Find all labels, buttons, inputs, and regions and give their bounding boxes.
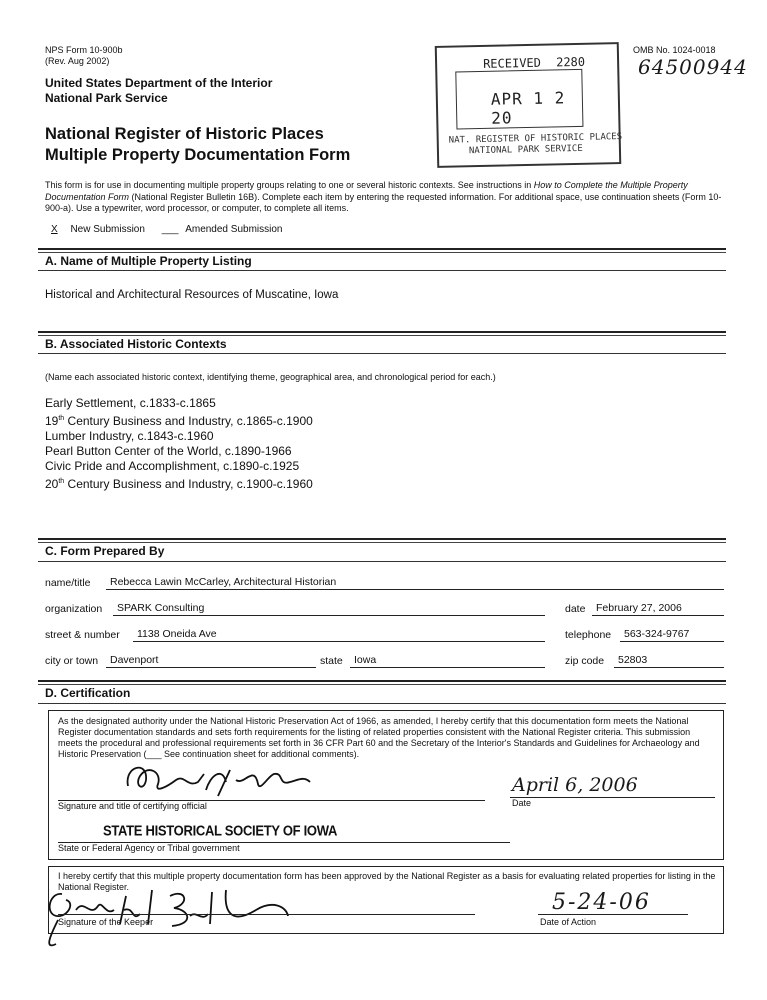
street-number-field[interactable]: 1138 Oneida Ave — [133, 628, 545, 642]
certification-date-label: Date — [512, 798, 532, 808]
new-submission-label: New Submission — [70, 224, 145, 235]
historic-contexts-list — [45, 396, 313, 492]
received-stamp — [435, 42, 622, 168]
omb-number: OMB No. 1024-0018 — [633, 45, 716, 55]
action-date-label: Date of Action — [540, 917, 597, 927]
stamp-received-number: 2280 — [555, 54, 586, 70]
state-field[interactable]: Iowa — [350, 654, 545, 668]
service-name: National Park Service — [45, 91, 168, 105]
section-c-top-rule — [38, 538, 726, 543]
section-b-bottom-rule — [38, 353, 726, 354]
city-label: city or town — [45, 655, 99, 667]
date-label: date — [565, 603, 586, 615]
zip-code-label: zip code — [565, 655, 605, 667]
section-c-bottom-rule — [38, 561, 726, 562]
section-b-heading: B. Associated Historic Contexts — [45, 337, 227, 351]
section-d-top-rule — [38, 680, 726, 685]
historic-context-item: 19th Century Business and Industry, c.1865-c.1900 — [45, 414, 313, 428]
street-number-label: street & number — [45, 629, 120, 641]
stamp-date: APR 1 2 20 — [490, 88, 566, 128]
amended-submission-label: Amended Submission — [185, 224, 283, 235]
historic-context-item: 20th Century Business and Industry, c.1900-c.1960 — [45, 477, 313, 491]
keeper-statement: I hereby certify that this multiple property documentation form has been approved by the National Register as a basis for evaluating related properties for listing in the National Register. — [58, 871, 716, 892]
stamp-received-label: RECEIVED — [482, 55, 542, 71]
new-submission-mark[interactable]: X — [51, 224, 58, 235]
certification-date-handwritten: April 6, 2006 — [512, 774, 638, 796]
amended-submission-mark[interactable]: ___ — [161, 224, 179, 235]
department-name: United States Department of the Interior — [45, 76, 273, 90]
stamp-register-line1: NAT. REGISTER OF HISTORIC PLACES — [448, 132, 623, 146]
date-field[interactable]: February 27, 2006 — [592, 602, 724, 616]
historic-context-item: Civic Pride and Accomplishment, c.1890-c.1925 — [45, 459, 300, 473]
section-c-heading: C. Form Prepared By — [45, 544, 165, 558]
organization-label: organization — [45, 603, 103, 615]
form-revision: (Rev. Aug 2002) — [45, 56, 110, 66]
stamp-date-box — [455, 69, 583, 130]
form-instructions: This form is for use in documenting multiple property groups relating to one or several historic contexts. See instructions in How to Complete the Multiple Property Documentation Form (National Register Bulletin 16B). Complete each item by entering the requested information. For additional space, use continuation sheets (Form 10-900-a). Use a typewriter, word processor, or computer, to complete all items. — [45, 180, 722, 213]
historic-context-item: Early Settlement, c.1833-c.1865 — [45, 396, 216, 410]
agency-name: STATE HISTORICAL SOCIETY OF IOWA — [103, 821, 338, 840]
section-b-top-rule — [38, 331, 726, 336]
city-field[interactable]: Davenport — [106, 654, 316, 668]
form-number: NPS Form 10-900b — [45, 45, 123, 55]
certifying-official-signature — [118, 756, 318, 804]
keeper-signature-label: Signature of the Keeper — [58, 917, 154, 927]
zip-code-field[interactable]: 52803 — [614, 654, 724, 668]
historic-context-item: Lumber Industry, c.1843-c.1960 — [45, 429, 214, 443]
action-date-handwritten: 5-24-06 — [552, 890, 651, 915]
organization-field[interactable]: SPARK Consulting — [113, 602, 545, 616]
section-a-top-rule — [38, 248, 726, 253]
section-a-bottom-rule — [38, 270, 726, 271]
keeper-signature-line — [58, 914, 475, 915]
section-b-instruction: (Name each associated historic context, identifying theme, geographical area, and chronological period for each.) — [45, 372, 496, 382]
signature-label: Signature and title of certifying official — [58, 801, 207, 811]
name-title-field[interactable]: Rebecca Lawin McCarley, Architectural Historian — [106, 576, 724, 590]
telephone-label: telephone — [565, 629, 612, 641]
telephone-field[interactable]: 563-324-9767 — [620, 628, 724, 642]
action-date-line — [538, 914, 688, 915]
section-a-heading: A. Name of Multiple Property Listing — [45, 254, 252, 268]
section-d-bottom-rule — [38, 703, 726, 704]
section-d-heading: D. Certification — [45, 686, 131, 700]
instructions-italic-title: How to Complete the Multiple Property Documentation Form — [45, 180, 688, 202]
submission-type — [45, 224, 282, 235]
name-title-label: name/title — [45, 577, 91, 589]
state-label: state — [320, 655, 343, 667]
handwritten-reference-number: 64500944 — [638, 55, 748, 79]
date-line — [510, 797, 715, 798]
form-title-line2: Multiple Property Documentation Form — [45, 146, 351, 164]
multiple-property-name: Historical and Architectural Resources of Muscatine, Iowa — [45, 289, 339, 301]
historic-context-item: Pearl Button Center of the World, c.1890-1966 — [45, 444, 292, 458]
agency-label: State or Federal Agency or Tribal government — [58, 843, 240, 853]
form-title-line1: National Register of Historic Places — [45, 125, 324, 143]
certification-statement: As the designated authority under the National Historic Preservation Act of 1966, as amended, I hereby certify that this documentation form meets the National Register documentation standards and sets forth requirements for the listing of related properties consistent with the National Register criteria. This submission meets the procedural and professional requirements set forth in 36 CFR Part 60 and the Secretary of the Interior's Standards and Guidelines for Archaeology and Historic Preservation (___ See continuation sheet for additional comments). — [58, 716, 700, 759]
stamp-register-line2: NATIONAL PARK SERVICE — [468, 143, 583, 157]
